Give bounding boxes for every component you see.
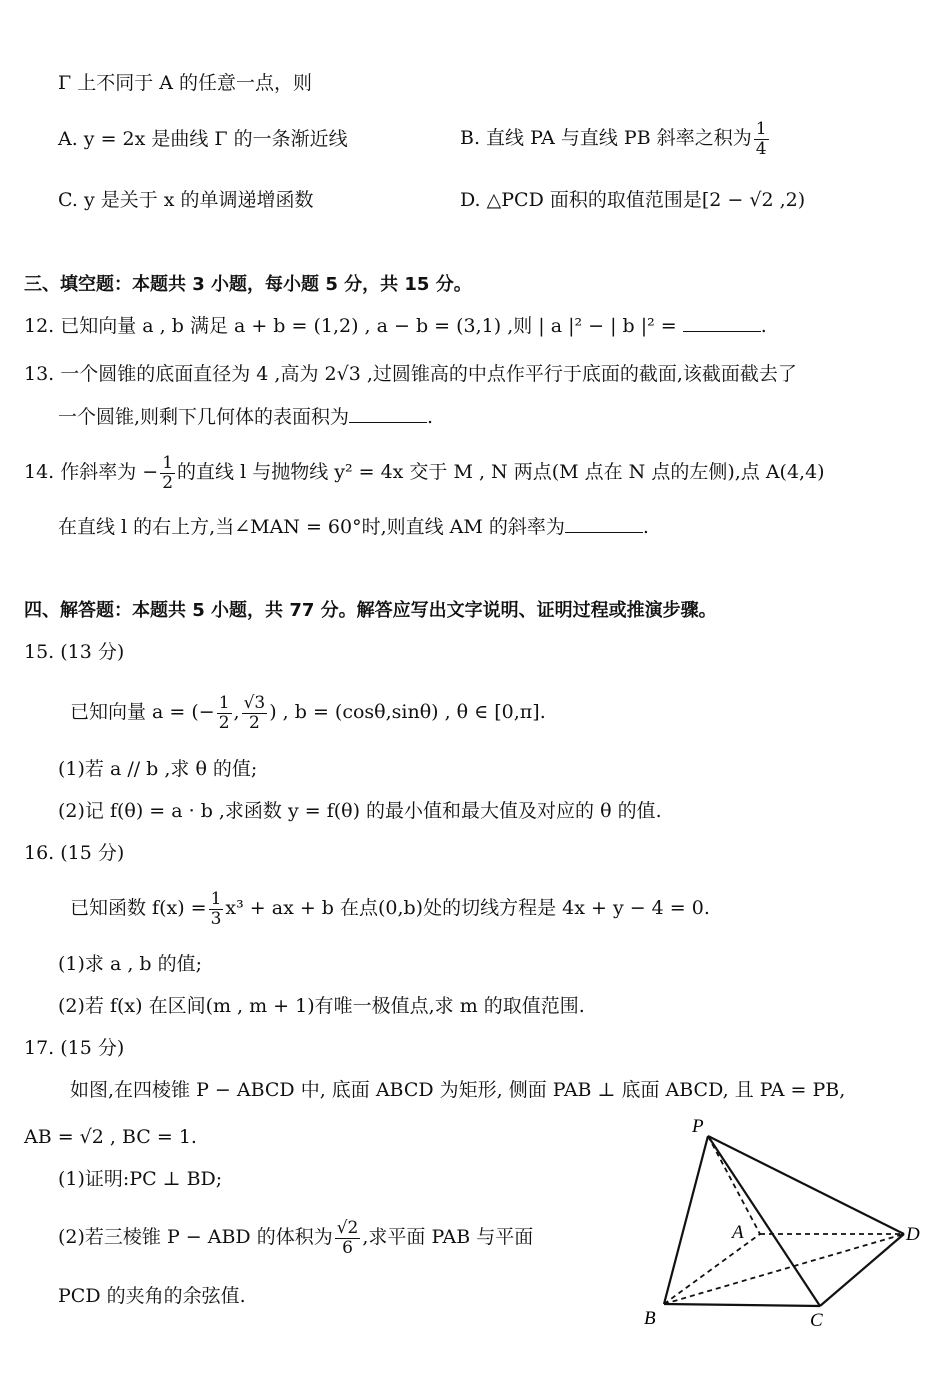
- q11-option-c: C. y 是关于 x 的单调递增函数: [58, 189, 314, 211]
- q17-part2: [58, 1213, 533, 1261]
- q16-stem-post: x³ + ax + b 在点(0,b)处的切线方程是 4x + y − 4 = 0.: [225, 897, 710, 919]
- label-c: C: [810, 1310, 823, 1330]
- q17-part2-post: ,求平面 PAB 与平面: [362, 1226, 534, 1248]
- q14-pre: 14. 作斜率为 −: [24, 461, 159, 483]
- q11-stem-tail: Γ 上不同于 A 的任意一点，则: [58, 72, 313, 94]
- q17-title: 17. (15 分): [24, 1037, 125, 1059]
- q14-line1: [24, 448, 825, 496]
- q16-num: 1: [210, 888, 222, 909]
- q15-sep: ,: [233, 701, 240, 723]
- q12-answer-blank: [683, 313, 761, 332]
- edge-bc: [664, 1304, 820, 1306]
- q14-fraction: [160, 454, 175, 493]
- q17-part1: (1)证明:PC ⊥ BD;: [58, 1168, 223, 1190]
- q11-option-b-num: 1: [755, 118, 767, 139]
- edge-pb: [664, 1136, 708, 1304]
- q15-frac2: [242, 694, 268, 733]
- q11-option-b-fraction: [754, 120, 769, 159]
- q15-frac2-den: 2: [248, 712, 260, 733]
- q14-line2-text: 在直线 l 的右上方,当∠MAN = 60°时,则直线 AM 的斜率为: [58, 516, 565, 538]
- label-d: D: [906, 1224, 920, 1245]
- q17-stem-line2: AB = √2 , BC = 1.: [24, 1126, 197, 1148]
- q17-stem-line1: 如图,在四棱锥 P − ABCD 中, 底面 ABCD 为矩形, 侧面 PAB ⊥ 底面 ABCD, 且 PA = PB,: [70, 1079, 846, 1101]
- edge-cd: [820, 1234, 904, 1306]
- label-p: P: [692, 1116, 704, 1137]
- q15-title: 15. (13 分): [24, 641, 125, 663]
- q17-fraction: [335, 1219, 361, 1258]
- q11-option-a: A. y = 2x 是曲线 Γ 的一条渐近线: [58, 128, 348, 150]
- section3-heading: 三、填空题：本题共 3 小题，每小题 5 分，共 15 分。: [24, 274, 472, 295]
- q15-part2: (2)记 f(θ) = a · b ,求函数 y = f(θ) 的最小值和最大值及对应的 θ 的值.: [58, 800, 662, 822]
- edge-bd: [664, 1234, 904, 1304]
- q15-frac1: [217, 694, 232, 733]
- q11-option-d: D. △PCD 面积的取值范围是[2 − √2 ,2): [460, 189, 806, 211]
- q16-part2: (2)若 f(x) 在区间(m , m + 1)有唯一极值点,求 m 的取值范围.: [58, 995, 585, 1017]
- q13-line1: 13. 一个圆锥的底面直径为 4 ,高为 2√3 ,过圆锥高的中点作平行于底面的截面,该截面截去了: [24, 363, 797, 385]
- q13-line2: 一个圆锥,则剩下几何体的表面积为 .: [58, 406, 434, 428]
- q14-answer-blank: [565, 514, 643, 533]
- q16-stem-pre: 已知函数 f(x) =: [70, 897, 207, 919]
- q15-stem-post: ) , b = (cosθ,sinθ) , θ ∈ [0,π].: [269, 701, 546, 723]
- edge-pa: [708, 1136, 760, 1234]
- q15-stem-pre: 已知向量 a = (−: [70, 701, 215, 723]
- q16-title: 16. (15 分): [24, 842, 125, 864]
- q15-frac1-den: 2: [218, 712, 230, 733]
- q15-frac1-num: 1: [218, 692, 230, 713]
- edge-pc: [708, 1136, 820, 1306]
- q16-part1: (1)求 a , b 的值;: [58, 953, 203, 975]
- q15-part1: (1)若 a // b ,求 θ 的值;: [58, 758, 258, 780]
- q17-part2-pre: (2)若三棱锥 P − ABD 的体积为: [58, 1226, 333, 1248]
- q17-den: 6: [342, 1237, 353, 1258]
- label-b: B: [644, 1308, 656, 1329]
- section4-heading: 四、解答题：本题共 5 小题，共 77 分。解答应写出文字说明、证明过程或推演步骤。: [24, 600, 717, 621]
- edge-pd: [708, 1136, 904, 1234]
- label-a: A: [732, 1222, 744, 1243]
- q12-text: 12. 已知向量 a , b 满足 a + b = (1,2) , a − b = (3,1) ,则 | a |² − | b |² =: [24, 315, 677, 337]
- q11-option-b-text: B. 直线 PA 与直线 PB 斜率之积为: [460, 127, 752, 149]
- edge-ba: [664, 1234, 760, 1304]
- q14-post: 的直线 l 与抛物线 y² = 4x 交于 M , N 两点(M 点在 N 点的左侧),点 A(4,4): [177, 461, 825, 483]
- q12: 12. 已知向量 a , b 满足 a + b = (1,2) , a − b = (3,1) ,则 | a |² − | b |² = .: [24, 315, 767, 337]
- q14-line2: 在直线 l 的右上方,当∠MAN = 60°时,则直线 AM 的斜率为 .: [58, 516, 649, 538]
- q17-part2-line2: PCD 的夹角的余弦值.: [58, 1285, 246, 1307]
- q17-num: √2: [336, 1217, 359, 1238]
- q16-den: 3: [210, 908, 222, 929]
- q15-frac2-num: √3: [243, 692, 266, 713]
- q11-option-b-den: 4: [755, 138, 767, 159]
- q15-stem: [70, 688, 546, 736]
- pyramid-figure: [640, 1110, 940, 1330]
- q13-text: 一个圆锥,则剩下几何体的表面积为: [58, 406, 350, 428]
- q14-num: 1: [162, 452, 174, 473]
- q11-option-b: [460, 116, 771, 160]
- q16-fraction: [209, 890, 224, 929]
- q13-answer-blank: [349, 404, 427, 423]
- q16-stem: [70, 884, 710, 932]
- q14-den: 2: [162, 472, 174, 493]
